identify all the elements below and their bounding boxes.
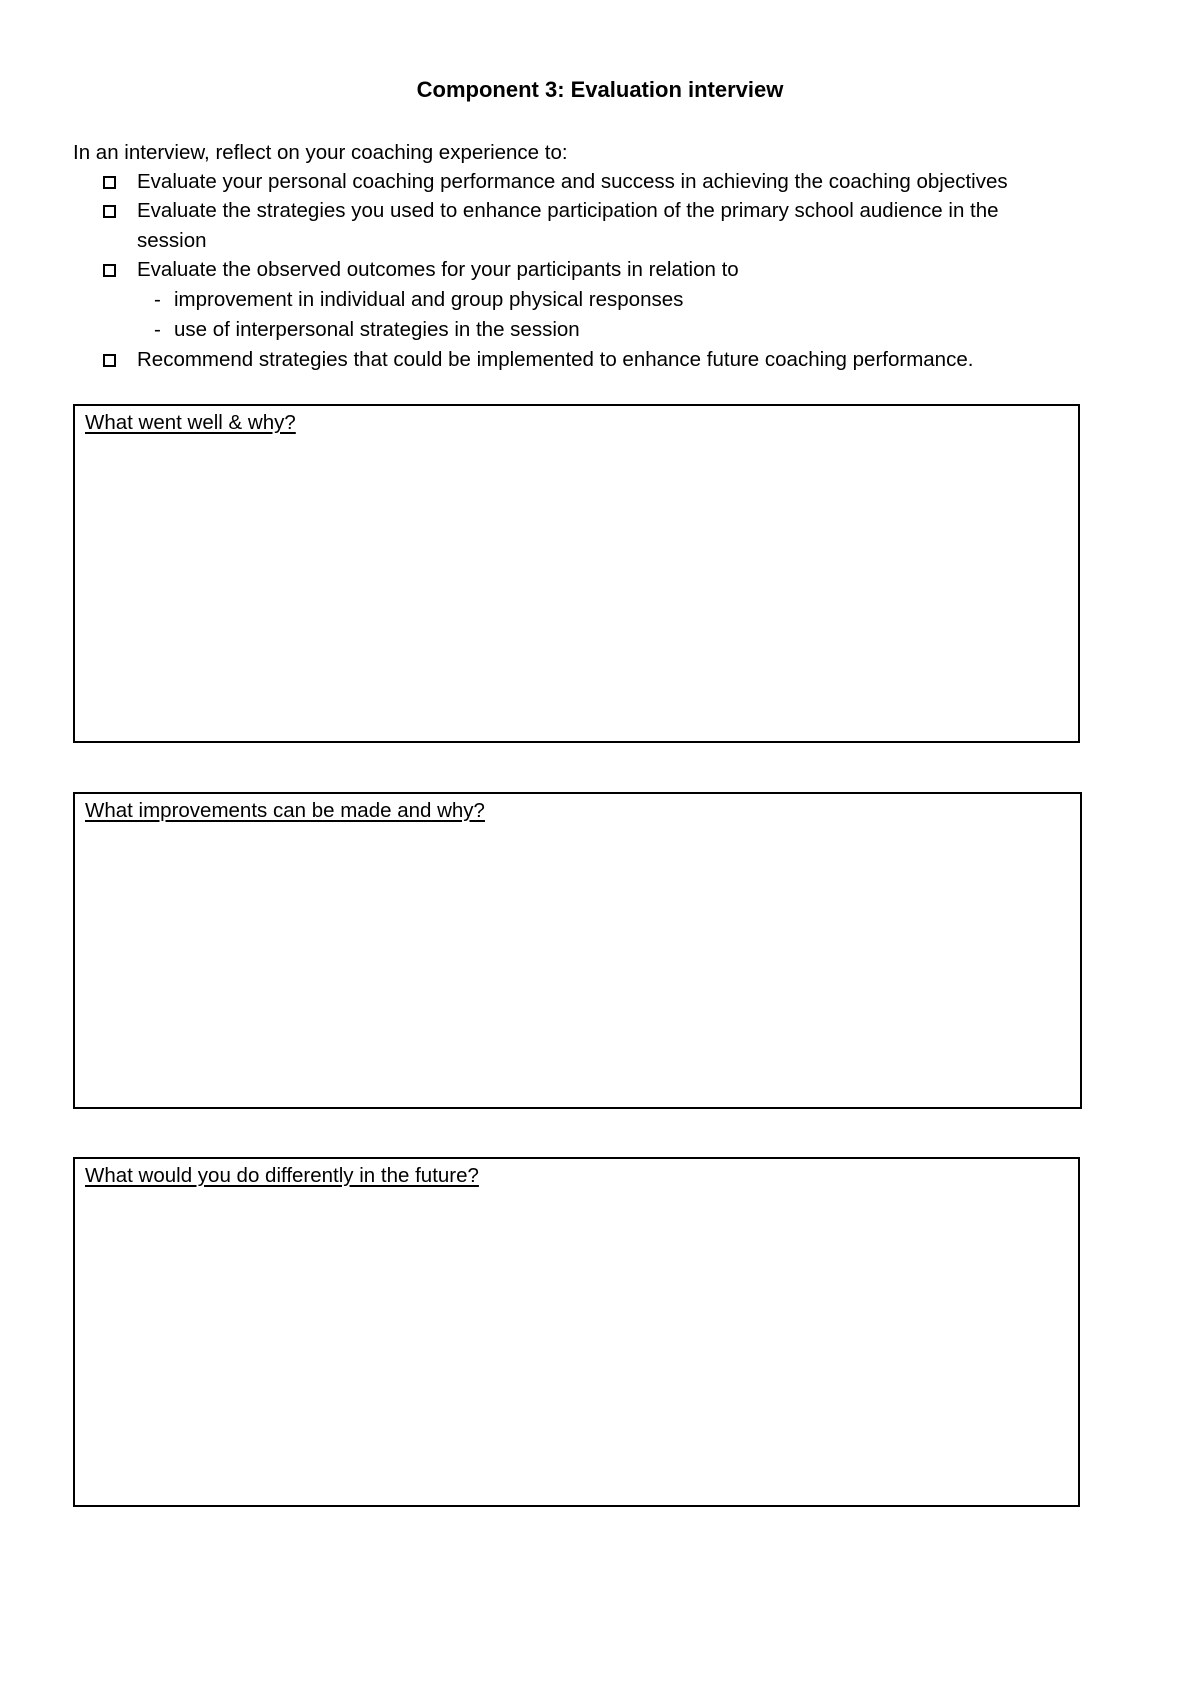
- box-heading: What went well & why?: [85, 411, 296, 434]
- dash-bullet: -: [154, 288, 161, 311]
- checkbox-icon: [103, 205, 116, 218]
- checkbox-icon: [103, 264, 116, 277]
- dash-bullet: -: [154, 318, 161, 341]
- objective-item-1: Evaluate your personal coaching performance and success in achieving the coaching objectives: [137, 170, 1008, 193]
- checkbox-icon: [103, 176, 116, 189]
- objective-item-2-continued: session: [137, 229, 207, 252]
- response-area[interactable]: [83, 1197, 1070, 1497]
- box-heading: What improvements can be made and why?: [85, 799, 485, 822]
- objective-item-3: Evaluate the observed outcomes for your participants in relation to: [137, 258, 739, 281]
- objective-subitem-1: improvement in individual and group physical responses: [174, 288, 684, 311]
- response-area[interactable]: [83, 832, 1072, 1099]
- checkbox-icon: [103, 354, 116, 367]
- objective-subitem-2: use of interpersonal strategies in the session: [174, 318, 580, 341]
- response-area[interactable]: [83, 444, 1070, 733]
- response-box-went-well: [73, 404, 1080, 743]
- page-title: Component 3: Evaluation interview: [416, 77, 784, 102]
- response-box-differently: [73, 1157, 1080, 1507]
- response-box-improvements: [73, 792, 1082, 1109]
- objective-item-4: Recommend strategies that could be implemented to enhance future coaching performance.: [137, 348, 974, 371]
- box-heading: What would you do differently in the future?: [85, 1164, 479, 1187]
- intro-text: In an interview, reflect on your coaching experience to:: [73, 141, 568, 164]
- objective-item-2: Evaluate the strategies you used to enhance participation of the primary school audience in the: [137, 199, 999, 222]
